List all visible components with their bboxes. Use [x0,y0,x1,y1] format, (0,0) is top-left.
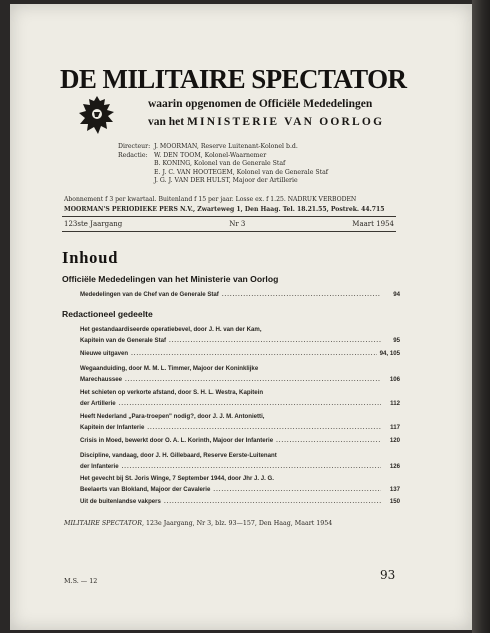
leader-dots [125,375,381,386]
toc-entry-text: Beelaerts van Blokland, Majoor der Cavalerie [80,485,211,493]
staff-role [118,160,154,169]
subtitle-line-2 [148,116,384,128]
editorial-staff [118,143,328,186]
staff-row [118,152,328,161]
staff-role [118,169,154,178]
citation-details: 123e Jaargang, Nr 3, blz. 93—157, Den Haag, Maart 1954 [145,520,333,527]
staff-name: J. MOORMAN, Reserve Luitenant-Kolonel b.d. [154,143,298,150]
leader-dots [122,462,381,473]
toc-entry-text: Wegaanduiding, door M. M. L. Timmer, Majoor der Koninklijke [80,365,259,372]
toc-entry [80,388,400,409]
toc-entry-text: Mededelingen van de Chef van de Generale Staf [80,291,219,298]
toc-page-number: 94, 105 [379,350,400,357]
toc-entry-text: Het gevecht bij St. Joris Winge, 7 September 1944, door Jhr J. J. G. [80,475,274,482]
ministry-name: MINISTERIE VAN OORLOG [186,116,385,128]
toc-page-number: 94 [393,291,400,298]
leader-dots [213,485,381,496]
toc-entry-text: Discipline, vandaag, door J. H. Gillebaard, Reserve Eerste-Luitenant [80,452,277,459]
leader-dots [276,436,381,447]
toc-page-number: 117 [390,423,400,431]
staff-role: Redactie: [118,151,148,159]
toc-entry [80,412,400,433]
publisher-info: MOORMAN'S PERIODIEKE PERS N.V., Zwarteweg 1, Den Haag. Tel. 18.21.55, Postrek. 44.715 [64,206,385,213]
staff-row [118,160,328,169]
toc-page-number: 106 [389,375,400,383]
lion-crest-icon [76,94,118,138]
leader-dots [147,423,381,434]
toc-entry [80,436,400,447]
citation-line [64,520,404,527]
book-binding [472,0,490,633]
issue-line [64,220,394,228]
staff-row [118,169,328,178]
subscription-info: Abonnement f 3 per kwartaal. Buitenland f 15 per jaar. Losse ex. f 1.25. NADRUK VERBODEN [64,196,357,203]
contents-heading: Inhoud [62,248,119,267]
toc-entry [80,325,400,346]
leader-dots [222,290,381,301]
toc-page-number: 126 [389,462,400,470]
toc-page-number: 120 [389,437,400,444]
toc-entry-text: der Artillerie [80,399,116,407]
journal-title: DE MILITAIRE SPECTATOR [60,64,407,94]
leader-dots [131,349,377,360]
toc-entry-text: Crisis in Moed, bewerkt door O. A. L. Korinth, Majoor der Infanterie [80,437,274,444]
toc-entry [80,474,400,495]
toc-entry-text: Het gestandaardiseerde operatiebevel, door J. H. van der Kam, [80,326,262,333]
subtitle-line-1: waarin opgenomen de Officiële Mededelingen [148,98,373,110]
toc-entry-text: Kapitein der Infanterie [80,423,145,431]
issue-volume: 123ste Jaargang [64,220,123,228]
toc-entry-text: Kapitein van de Generale Staf [80,336,167,344]
toc-page-number: 150 [389,498,400,505]
toc-entry-text: Het schieten op verkorte afstand, door S. H. L. Westra, Kapitein [80,389,264,396]
toc-entry-text: Marechaussee [80,375,123,383]
leader-dots [119,399,381,410]
staff-name: J. G. J. VAN DER HULST, Majoor der Artillerie [154,177,298,185]
divider [62,216,396,217]
leader-dots [169,336,381,347]
page-number: 93 [380,568,396,582]
toc-section-title: Officiële Mededelingen van het Ministerie van Oorlog [62,274,279,284]
signature-mark: M.S. — 12 [64,577,98,585]
staff-role [118,177,154,186]
leader-dots [164,497,381,508]
citation-journal: MILITAIRE SPECTATOR, [64,520,144,527]
toc-entry [80,451,400,472]
toc-page-number: 95 [393,336,400,344]
staff-row [118,143,328,152]
toc-entry-text: Uit de buitenlandse vakpers [80,498,161,505]
staff-role: Directeur: [118,143,151,150]
subtitle-prefix: van het [148,116,185,128]
toc-section-title: Redactioneel gedeelte [62,309,153,319]
issue-number: Nr 3 [229,220,246,228]
toc-entry [80,349,400,360]
toc-page-number: 112 [390,399,400,407]
issue-date: Maart 1954 [352,220,394,228]
toc-entry [80,290,400,301]
divider [62,231,396,232]
staff-row [118,177,328,186]
staff-name: B. KONING, Kolonel van de Generale Staf [154,160,286,168]
staff-name: W. DEN TOOM, Kolonel-Waarnemer [154,151,267,159]
toc-entry-text: der Infanterie [80,462,119,470]
toc-entry-text: Nieuwe uitgaven [80,350,129,357]
staff-name: E. J. C. VAN HOOTEGEM, Kolonel van de Generale Staf [154,168,329,176]
toc-entry-text: Heeft Nederland „Para-troepen" nodig?, door J. J. M. Antonietti, [80,413,265,420]
toc-entry [80,497,400,508]
toc-page-number: 137 [389,485,400,493]
toc-entry [80,364,400,385]
